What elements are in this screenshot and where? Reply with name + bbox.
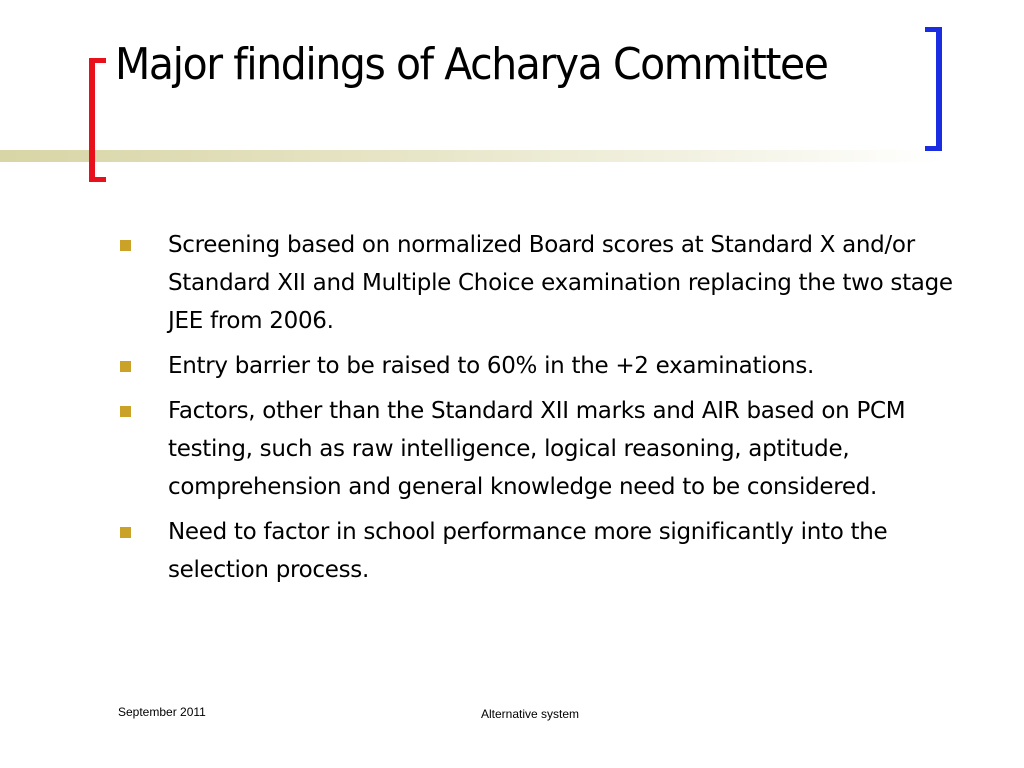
slide-title: Major findings of Acharya Committee <box>115 39 828 90</box>
title-underline-band <box>0 150 940 162</box>
square-bullet-icon <box>120 406 131 417</box>
footer-date: September 2011 <box>118 705 206 719</box>
bullet-text: Screening based on normalized Board scores at Standard X and/or Standard XII and Multiple Choice examination replacing the two stage JEE from 2006. <box>168 232 953 334</box>
bullet-item <box>120 347 970 385</box>
bullet-item <box>120 226 970 340</box>
square-bullet-icon <box>120 527 131 538</box>
bullet-text: Entry barrier to be raised to 60% in the +2 examinations. <box>168 353 815 379</box>
bullet-text: Factors, other than the Standard XII marks and AIR based on PCM testing, such as raw intelligence, logical reasoning, aptitude, comprehension and general knowledge need to be considered. <box>168 398 906 500</box>
square-bullet-icon <box>120 240 131 251</box>
square-bullet-icon <box>120 361 131 372</box>
footer-title: Alternative system <box>481 707 580 721</box>
bullet-item <box>120 392 970 506</box>
bullet-list <box>120 226 970 596</box>
left-bracket-icon <box>88 58 108 182</box>
right-bracket-icon <box>923 27 943 151</box>
bullet-text: Need to factor in school performance more significantly into the selection process. <box>168 519 888 583</box>
bullet-item <box>120 513 970 589</box>
